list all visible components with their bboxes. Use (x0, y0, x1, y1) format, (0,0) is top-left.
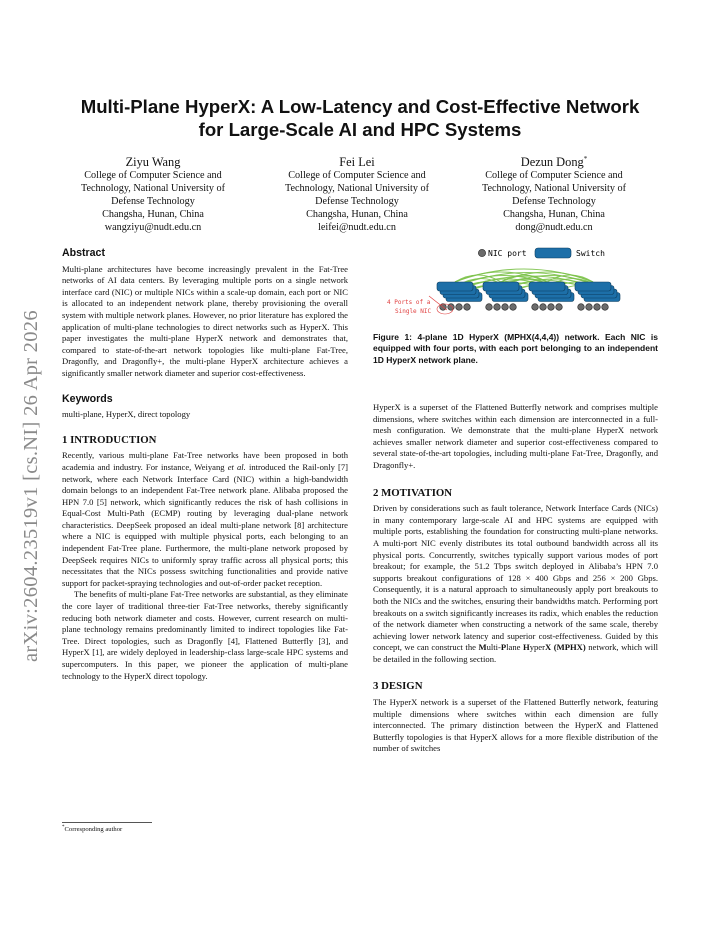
left-column (62, 248, 348, 682)
nic-port-row (440, 304, 609, 311)
keywords-text: multi-plane, HyperX, direct topology (62, 409, 191, 420)
motivation-text: network, which will be detailed in the following section. (373, 642, 658, 664)
author-email: wangziyu@nudt.edu.cn (104, 221, 202, 233)
introduction-heading: 1 INTRODUCTION (62, 433, 157, 446)
intro-etal: et al. (227, 461, 246, 472)
author-location: Changsha, Hunan, China (102, 208, 204, 220)
nic-port (502, 304, 509, 311)
design-paragraph: The HyperX network is a superset of the Flattened Butterfly network, featuring multiple dimensions where switches within each dimension are fully interconnected. The primary distinction between the HyperX and Flattened Butterfly topologies is that HyperX allows for a more flexible distribution of the number of switches (373, 697, 658, 754)
name-part: lane (506, 642, 524, 653)
nic-port (556, 304, 563, 311)
right-column (373, 402, 658, 755)
nic-port (464, 304, 471, 311)
keywords-heading: Keywords (62, 392, 113, 405)
arxiv-watermark (20, 262, 44, 662)
author-location: Changsha, Hunan, China (306, 208, 408, 220)
name-letter: M (478, 642, 487, 653)
intro-text: introduced the Rail-only [7] network, where each Network Interface Card (NIC) within a high-bandwidth domain belongs to an independent Fat-Tree network plane. Alibaba proposed the HPN 7.0 [5] network, which significantly reduces the risk of hash collisions in Equal-Cost Multi-Path (ECMP) routing by leveraging dual-plane network characteristics. DeepSeek proposed an ideal multi-plane network [8] architecture where a NIC is equipped with multiple physical ports, each belonging to an independent Fat-Tree plane. Furthermore, the multi-plane network proposed by DeepSeek requires NICs to uniformly spray traffic across all physical ports; this necessitates that the NICs possess switching functionalities and provide native support for packet-spraying technologies and out-of-order packet reception. (62, 461, 349, 588)
nic-port (594, 304, 601, 311)
abstract-text: Multi-plane architectures have become increasingly prevalent in the Fat-Tree networks of AI data centers. By leveraging multiple ports on a single network interface card (NIC) or multiple NICs within a scale-up domain, each port or NIC is allocated to an independent network plane, thereby provisioning the overall system with multiple network planes. However, no prior literature has explored the application of multi-plane technologies to direct networks such as HyperX. This paper investigates the multi-plane HyperX network and demonstrates that, compared to state-of-the-art network topologies like multi-plane Fat-Tree, Dragonfly, and Dragonfly+, the multi-plane HyperX architecture achieves a significantly smaller network diameter and superior cost-effectiveness. (62, 263, 348, 378)
paper-title (40, 95, 680, 141)
legend-nic-label: NIC port (488, 249, 527, 258)
author-name: Dezun Dong (520, 155, 584, 170)
nic-port (494, 304, 501, 311)
footnote-mark: * (62, 825, 65, 830)
author-affiliation: College of Computer Science and (288, 170, 426, 182)
figure-1-diagram (373, 244, 658, 322)
motivation-paragraph (373, 503, 658, 665)
intro-paragraph-2: The benefits of multi-plane Fat-Tree networks are substantial, as they eliminate the core layer of traditional three-tier Fat-Tree networks, thereby significantly reducing both network diameter and costs. However, current research on multi-plane technology remains predominantly limited to indirect topologies like Fat-Tree. Direct topologies, such as Dragonfly [4], Flattened Butterfly [3], and HyperX [1], are widely deployed in leadership-class large-scale HPC systems and supercomputers. In this paper, we pioneer the application of multi-plane technology to the HyperX direct topology. (62, 589, 348, 681)
nic-port (602, 304, 609, 311)
author-email: dong@nudt.edu.cn (515, 221, 593, 233)
switch-stack (437, 282, 620, 302)
author-affiliation: Defense Technology (315, 195, 399, 207)
switch-legend-icon (535, 248, 571, 258)
intro-paragraph-1 (62, 450, 348, 589)
author-affiliation: Defense Technology (512, 195, 596, 207)
title-line-2: for Large-Scale AI and HPC Systems (198, 119, 522, 140)
arxiv-id: arXiv:2604.23519v1 [cs.NI] 26 Apr 2026 (20, 310, 42, 662)
title-line-1: Multi-Plane HyperX: A Low-Latency and Cost-Effective Network (80, 96, 640, 117)
motivation-text: Driven by considerations such as fault tolerance, Network Interface Cards (NICs) in many contemporary large-scale AI and HPC systems are equipped with multiple ports, establishing the foundation for constructing multi-plane networks. A multi-port NIC evenly distributes its total outbound bandwidth across all its physical ports. Concurrently, switches typically support various modes of port breakout; for example, the 51.2 Tbps switch deployed in Alibaba’s HPN 7.0 supports breakout configurations of 128 × 400 Gbps and 256 × 200 Gbps. Consequently, it is a natural approach to simultaneously apply port breakouts to both the NICs and the switches, ensuring their bandwidths match. Performing port breakouts on a switch significantly increases its radix, which enables the reduction of the network diameter when constructing a network of the same scale, thereby achieving lower network latency and superior cost-effectiveness. Guided by this concept, we can construct the (373, 503, 658, 653)
author-affiliation: Defense Technology (111, 195, 195, 207)
author-affiliation: College of Computer Science and (485, 170, 623, 182)
author-3 (459, 152, 649, 235)
author-affiliation: Technology, National University of (80, 183, 226, 195)
nic-port (532, 304, 539, 311)
annotation-label-2: Single NIC (395, 308, 432, 315)
author-affiliation: College of Computer Science and (84, 170, 222, 182)
right-intro-paragraph: HyperX is a superset of the Flattened Butterfly network and comprises multiple dimensions, where switches within each dimension are interconnected in a full-mesh configuration. We demonstrate that the multi-plane HyperX network achieves smaller network diameter and superior cost-effectiveness compared to several state-of-the-art topologies, including multi-plane Fat-Tree, Dragonfly, and Dragonfly+. (373, 402, 658, 470)
legend-switch-label: Switch (576, 249, 605, 258)
author-location: Changsha, Hunan, China (503, 208, 605, 220)
author-name: Ziyu Wang (125, 155, 181, 170)
nic-port (456, 304, 463, 311)
nic-port (586, 304, 593, 311)
nic-port (548, 304, 555, 311)
author-mark: * (583, 155, 588, 163)
footnote-text: Corresponding author (64, 826, 123, 834)
intro-text: Recently, various multi-plane Fat-Tree networks have been proposed in both academia and industry. For instance, Weiyang (62, 450, 348, 472)
author-affiliation: Technology, National University of (481, 183, 627, 195)
switch (575, 282, 611, 291)
author-affiliation: Technology, National University of (284, 183, 430, 195)
nic-port (486, 304, 493, 311)
design-heading: 3 DESIGN (373, 680, 423, 693)
abstract-heading: Abstract (62, 247, 105, 259)
name-letter: X (MPHX) (544, 642, 586, 653)
author-1 (58, 152, 248, 235)
switch (529, 282, 565, 291)
name-part: ulti- (486, 642, 501, 653)
author-name: Fei Lei (339, 155, 375, 170)
name-letter: H (523, 642, 530, 653)
footnote (62, 825, 122, 833)
switch (483, 282, 519, 291)
nic-port-legend-icon (478, 249, 485, 256)
name-part: yper (529, 642, 545, 653)
figure-1-caption: Figure 1: 4-plane 1D HyperX (MPHX(4,4,4)) network. Each NIC is equipped with four ports, with each port belonging to an independent 1D HyperX network plane. (373, 332, 658, 365)
name-letter: P (500, 642, 507, 653)
author-email: leifei@nudt.edu.cn (318, 221, 396, 233)
nic-port (510, 304, 517, 311)
nic-port (578, 304, 585, 311)
author-2 (262, 152, 452, 235)
annotation-label-1: 4 Ports of a (387, 299, 431, 306)
footnote-rule (62, 822, 152, 823)
motivation-heading: 2 MOTIVATION (373, 486, 453, 499)
nic-port (540, 304, 547, 311)
switch (437, 282, 473, 291)
